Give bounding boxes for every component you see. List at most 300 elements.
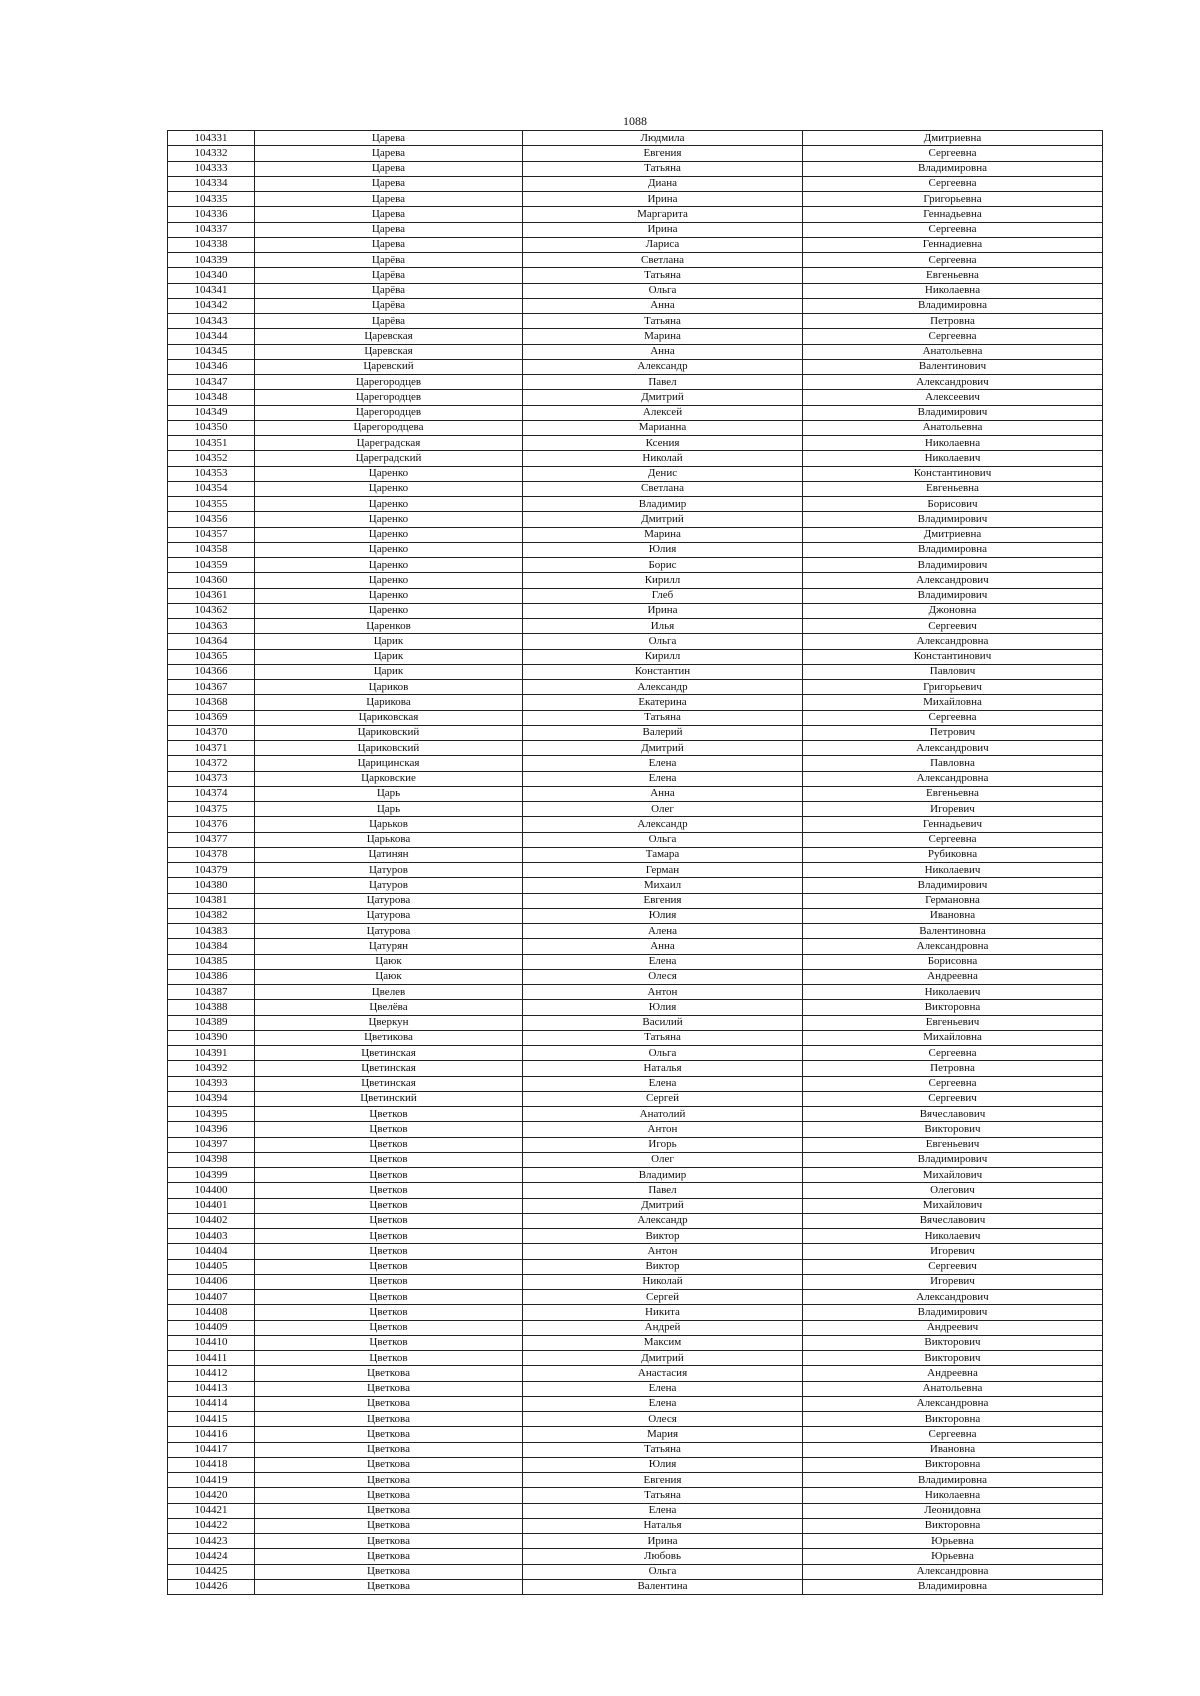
first-name-cell: Олег [523,1152,803,1167]
table-row [168,298,1103,313]
record-id-cell: 104381 [168,893,255,908]
first-name-cell: Любовь [523,1549,803,1564]
patronymic-cell: Викторович [803,1351,1103,1366]
record-id-cell: 104423 [168,1534,255,1549]
last-name-cell: Царик [255,649,523,664]
record-id-cell: 104374 [168,786,255,801]
first-name-cell: Татьяна [523,1442,803,1457]
record-id-cell: 104376 [168,817,255,832]
record-id-cell: 104375 [168,802,255,817]
first-name-cell: Константин [523,664,803,679]
table-row [168,192,1103,207]
patronymic-cell: Викторовна [803,1457,1103,1472]
last-name-cell: Цветкова [255,1412,523,1427]
patronymic-cell: Сергеевна [803,176,1103,191]
first-name-cell: Дмитрий [523,741,803,756]
patronymic-cell: Николаевич [803,863,1103,878]
patronymic-cell: Михайловна [803,1030,1103,1045]
last-name-cell: Цветинская [255,1046,523,1061]
first-name-cell: Ирина [523,222,803,237]
record-id-cell: 104347 [168,375,255,390]
first-name-cell: Ольга [523,1046,803,1061]
first-name-cell: Павел [523,1183,803,1198]
table-row [168,1122,1103,1137]
record-id-cell: 104417 [168,1442,255,1457]
first-name-cell: Владимир [523,1168,803,1183]
last-name-cell: Цветков [255,1305,523,1320]
first-name-cell: Алена [523,924,803,939]
first-name-cell: Анна [523,344,803,359]
last-name-cell: Царковские [255,771,523,786]
patronymic-cell: Александрович [803,1290,1103,1305]
record-id-cell: 104358 [168,542,255,557]
table-row [168,1412,1103,1427]
record-id-cell: 104395 [168,1107,255,1122]
patronymic-cell: Владимирович [803,558,1103,573]
first-name-cell: Андрей [523,1320,803,1335]
table-row [168,527,1103,542]
first-name-cell: Екатерина [523,695,803,710]
table-row [168,420,1103,435]
first-name-cell: Ирина [523,192,803,207]
record-id-cell: 104378 [168,847,255,862]
last-name-cell: Цветков [255,1244,523,1259]
first-name-cell: Максим [523,1335,803,1350]
last-name-cell: Цатинян [255,847,523,862]
last-name-cell: Царенков [255,619,523,634]
record-id-cell: 104366 [168,664,255,679]
table-row [168,1259,1103,1274]
last-name-cell: Царенко [255,603,523,618]
patronymic-cell: Андреевна [803,1366,1103,1381]
table-row [168,1290,1103,1305]
last-name-cell: Царенко [255,512,523,527]
patronymic-cell: Сергеевна [803,1046,1103,1061]
last-name-cell: Цветкова [255,1427,523,1442]
table-row [168,1183,1103,1198]
first-name-cell: Анна [523,786,803,801]
patronymic-cell: Викторович [803,1335,1103,1350]
table-row [168,741,1103,756]
first-name-cell: Михаил [523,878,803,893]
record-id-cell: 104403 [168,1229,255,1244]
table-row [168,222,1103,237]
patronymic-cell: Александрович [803,375,1103,390]
patronymic-cell: Владимировна [803,542,1103,557]
record-id-cell: 104350 [168,420,255,435]
last-name-cell: Цветкова [255,1534,523,1549]
last-name-cell: Царевская [255,329,523,344]
first-name-cell: Ирина [523,1534,803,1549]
first-name-cell: Ольга [523,283,803,298]
last-name-cell: Цветков [255,1137,523,1152]
table-row [168,664,1103,679]
first-name-cell: Татьяна [523,1030,803,1045]
patronymic-cell: Сергеевна [803,1427,1103,1442]
table-row [168,405,1103,420]
patronymic-cell: Владимирович [803,1152,1103,1167]
patronymic-cell: Владимирович [803,588,1103,603]
last-name-cell: Цветинская [255,1076,523,1091]
first-name-cell: Евгения [523,146,803,161]
last-name-cell: Цатурова [255,893,523,908]
last-name-cell: Царёва [255,253,523,268]
first-name-cell: Татьяна [523,710,803,725]
record-id-cell: 104352 [168,451,255,466]
patronymic-cell: Андреевич [803,1320,1103,1335]
table-row [168,969,1103,984]
record-id-cell: 104407 [168,1290,255,1305]
last-name-cell: Цветкова [255,1473,523,1488]
table-row [168,939,1103,954]
last-name-cell: Царева [255,161,523,176]
first-name-cell: Валентина [523,1579,803,1594]
table-row [168,649,1103,664]
first-name-cell: Никита [523,1305,803,1320]
last-name-cell: Царь [255,802,523,817]
patronymic-cell: Игоревич [803,1244,1103,1259]
record-id-cell: 104415 [168,1412,255,1427]
last-name-cell: Царева [255,192,523,207]
table-row [168,634,1103,649]
last-name-cell: Царицинская [255,756,523,771]
last-name-cell: Царегородцев [255,405,523,420]
table-row [168,1442,1103,1457]
table-row [168,1030,1103,1045]
patronymic-cell: Евгеньевна [803,481,1103,496]
table-row [168,603,1103,618]
table-row [168,1229,1103,1244]
last-name-cell: Царькова [255,832,523,847]
first-name-cell: Антон [523,1244,803,1259]
record-id-cell: 104426 [168,1579,255,1594]
table-row [168,1381,1103,1396]
last-name-cell: Цветикова [255,1030,523,1045]
last-name-cell: Цветков [255,1122,523,1137]
last-name-cell: Цветков [255,1152,523,1167]
last-name-cell: Царенко [255,466,523,481]
record-id-cell: 104345 [168,344,255,359]
record-id-cell: 104365 [168,649,255,664]
record-id-cell: 104416 [168,1427,255,1442]
table-row [168,847,1103,862]
last-name-cell: Цветков [255,1274,523,1289]
first-name-cell: Диана [523,176,803,191]
first-name-cell: Дмитрий [523,390,803,405]
patronymic-cell: Евгеньевич [803,1137,1103,1152]
table-row [168,1152,1103,1167]
patronymic-cell: Владимировна [803,1473,1103,1488]
table-row [168,893,1103,908]
table-row [168,131,1103,146]
table-row [168,390,1103,405]
patronymic-cell: Сергеевич [803,1091,1103,1106]
record-id-cell: 104353 [168,466,255,481]
first-name-cell: Ольга [523,832,803,847]
patronymic-cell: Сергеевич [803,619,1103,634]
record-id-cell: 104361 [168,588,255,603]
first-name-cell: Юлия [523,1000,803,1015]
last-name-cell: Царегородцев [255,390,523,405]
last-name-cell: Царевская [255,344,523,359]
first-name-cell: Сергей [523,1290,803,1305]
first-name-cell: Елена [523,954,803,969]
last-name-cell: Царева [255,131,523,146]
last-name-cell: Цареградская [255,436,523,451]
record-id-cell: 104364 [168,634,255,649]
last-name-cell: Царенко [255,588,523,603]
table-row [168,1076,1103,1091]
last-name-cell: Цвелёва [255,1000,523,1015]
table-row [168,1091,1103,1106]
record-id-cell: 104362 [168,603,255,618]
first-name-cell: Николай [523,1274,803,1289]
table-row [168,314,1103,329]
record-id-cell: 104333 [168,161,255,176]
table-row [168,1061,1103,1076]
table-row [168,253,1103,268]
patronymic-cell: Александровна [803,939,1103,954]
first-name-cell: Светлана [523,253,803,268]
patronymic-cell: Петрович [803,725,1103,740]
table-row [168,1503,1103,1518]
page-number: 1088 [623,114,647,128]
last-name-cell: Цветков [255,1183,523,1198]
patronymic-cell: Владимирович [803,512,1103,527]
last-name-cell: Цверкун [255,1015,523,1030]
first-name-cell: Марианна [523,420,803,435]
table-row [168,1168,1103,1183]
patronymic-cell: Александровна [803,1564,1103,1579]
patronymic-cell: Анатольевна [803,420,1103,435]
record-id-cell: 104332 [168,146,255,161]
record-id-cell: 104340 [168,268,255,283]
table-row [168,1518,1103,1533]
table-row [168,588,1103,603]
first-name-cell: Евгения [523,1473,803,1488]
patronymic-cell: Борисовна [803,954,1103,969]
patronymic-cell: Николаевич [803,985,1103,1000]
patronymic-cell: Николаевич [803,1229,1103,1244]
record-id-cell: 104335 [168,192,255,207]
first-name-cell: Анна [523,939,803,954]
last-name-cell: Цариковский [255,741,523,756]
first-name-cell: Антон [523,985,803,1000]
table-row [168,756,1103,771]
record-id-cell: 104372 [168,756,255,771]
last-name-cell: Цветкова [255,1564,523,1579]
table-row [168,1579,1103,1594]
record-id-cell: 104367 [168,680,255,695]
patronymic-cell: Александрович [803,573,1103,588]
record-id-cell: 104349 [168,405,255,420]
last-name-cell: Царикова [255,695,523,710]
last-name-cell: Цветков [255,1290,523,1305]
registry-table [167,130,1103,1595]
table-row [168,1366,1103,1381]
patronymic-cell: Вячеславович [803,1213,1103,1228]
last-name-cell: Царик [255,634,523,649]
first-name-cell: Антон [523,1122,803,1137]
last-name-cell: Цветков [255,1320,523,1335]
last-name-cell: Царева [255,207,523,222]
last-name-cell: Цветкова [255,1503,523,1518]
record-id-cell: 104404 [168,1244,255,1259]
table-row [168,954,1103,969]
record-id-cell: 104377 [168,832,255,847]
first-name-cell: Лариса [523,237,803,252]
table-row [168,1107,1103,1122]
record-id-cell: 104339 [168,253,255,268]
patronymic-cell: Владимирович [803,1305,1103,1320]
first-name-cell: Дмитрий [523,512,803,527]
table-row [168,1015,1103,1030]
last-name-cell: Цветкова [255,1366,523,1381]
record-id-cell: 104354 [168,481,255,496]
patronymic-cell: Павловна [803,756,1103,771]
table-row [168,802,1103,817]
first-name-cell: Василий [523,1015,803,1030]
patronymic-cell: Михайловна [803,695,1103,710]
table-row [168,1564,1103,1579]
patronymic-cell: Геннадьевич [803,817,1103,832]
patronymic-cell: Анатольевна [803,344,1103,359]
patronymic-cell: Рубиковна [803,847,1103,862]
patronymic-cell: Олегович [803,1183,1103,1198]
patronymic-cell: Леонидовна [803,1503,1103,1518]
patronymic-cell: Николаевич [803,451,1103,466]
last-name-cell: Царева [255,237,523,252]
record-id-cell: 104394 [168,1091,255,1106]
record-id-cell: 104338 [168,237,255,252]
record-id-cell: 104383 [168,924,255,939]
patronymic-cell: Геннадьевна [803,207,1103,222]
patronymic-cell: Ивановна [803,1442,1103,1457]
patronymic-cell: Михайлович [803,1198,1103,1213]
patronymic-cell: Джоновна [803,603,1103,618]
record-id-cell: 104356 [168,512,255,527]
table-row [168,878,1103,893]
record-id-cell: 104370 [168,725,255,740]
patronymic-cell: Николаевна [803,1488,1103,1503]
last-name-cell: Цветков [255,1351,523,1366]
first-name-cell: Наталья [523,1518,803,1533]
patronymic-cell: Валентиновна [803,924,1103,939]
table-row [168,1457,1103,1472]
record-id-cell: 104336 [168,207,255,222]
last-name-cell: Царик [255,664,523,679]
table-row [168,817,1103,832]
table-row [168,908,1103,923]
table-row [168,1320,1103,1335]
last-name-cell: Царева [255,146,523,161]
last-name-cell: Цветков [255,1198,523,1213]
last-name-cell: Царёва [255,268,523,283]
record-id-cell: 104386 [168,969,255,984]
last-name-cell: Царенко [255,497,523,512]
table-row [168,1396,1103,1411]
last-name-cell: Царевский [255,359,523,374]
record-id-cell: 104382 [168,908,255,923]
table-row [168,725,1103,740]
patronymic-cell: Анатольевна [803,1381,1103,1396]
patronymic-cell: Константинович [803,649,1103,664]
patronymic-cell: Павлович [803,664,1103,679]
first-name-cell: Юлия [523,908,803,923]
record-id-cell: 104369 [168,710,255,725]
record-id-cell: 104389 [168,1015,255,1030]
first-name-cell: Виктор [523,1259,803,1274]
record-id-cell: 104341 [168,283,255,298]
first-name-cell: Алексей [523,405,803,420]
record-id-cell: 104343 [168,314,255,329]
last-name-cell: Царева [255,176,523,191]
last-name-cell: Цатуров [255,878,523,893]
last-name-cell: Цветкова [255,1579,523,1594]
patronymic-cell: Николаевна [803,283,1103,298]
table-row [168,237,1103,252]
last-name-cell: Цветкова [255,1518,523,1533]
record-id-cell: 104398 [168,1152,255,1167]
first-name-cell: Олег [523,802,803,817]
record-id-cell: 104396 [168,1122,255,1137]
table-row [168,497,1103,512]
first-name-cell: Валерий [523,725,803,740]
first-name-cell: Павел [523,375,803,390]
last-name-cell: Цатурян [255,939,523,954]
first-name-cell: Татьяна [523,161,803,176]
first-name-cell: Ольга [523,1564,803,1579]
first-name-cell: Наталья [523,1061,803,1076]
table-row [168,1213,1103,1228]
table-row [168,146,1103,161]
patronymic-cell: Юрьевна [803,1549,1103,1564]
table-row [168,283,1103,298]
table-row [168,558,1103,573]
first-name-cell: Елена [523,1381,803,1396]
first-name-cell: Евгения [523,893,803,908]
first-name-cell: Юлия [523,542,803,557]
first-name-cell: Марина [523,527,803,542]
table-row [168,710,1103,725]
record-id-cell: 104384 [168,939,255,954]
first-name-cell: Денис [523,466,803,481]
patronymic-cell: Германовна [803,893,1103,908]
record-id-cell: 104357 [168,527,255,542]
record-id-cell: 104410 [168,1335,255,1350]
patronymic-cell: Андреевна [803,969,1103,984]
first-name-cell: Глеб [523,588,803,603]
first-name-cell: Александр [523,359,803,374]
first-name-cell: Марина [523,329,803,344]
record-id-cell: 104408 [168,1305,255,1320]
record-id-cell: 104363 [168,619,255,634]
first-name-cell: Елена [523,1076,803,1091]
last-name-cell: Царёва [255,283,523,298]
patronymic-cell: Викторовна [803,1518,1103,1533]
patronymic-cell: Борисович [803,497,1103,512]
record-id-cell: 104373 [168,771,255,786]
table-row [168,375,1103,390]
patronymic-cell: Викторовна [803,1412,1103,1427]
record-id-cell: 104419 [168,1473,255,1488]
patronymic-cell: Игоревич [803,1274,1103,1289]
first-name-cell: Мария [523,1427,803,1442]
table-row [168,1488,1103,1503]
table-row [168,1305,1103,1320]
record-id-cell: 104334 [168,176,255,191]
first-name-cell: Ирина [523,603,803,618]
